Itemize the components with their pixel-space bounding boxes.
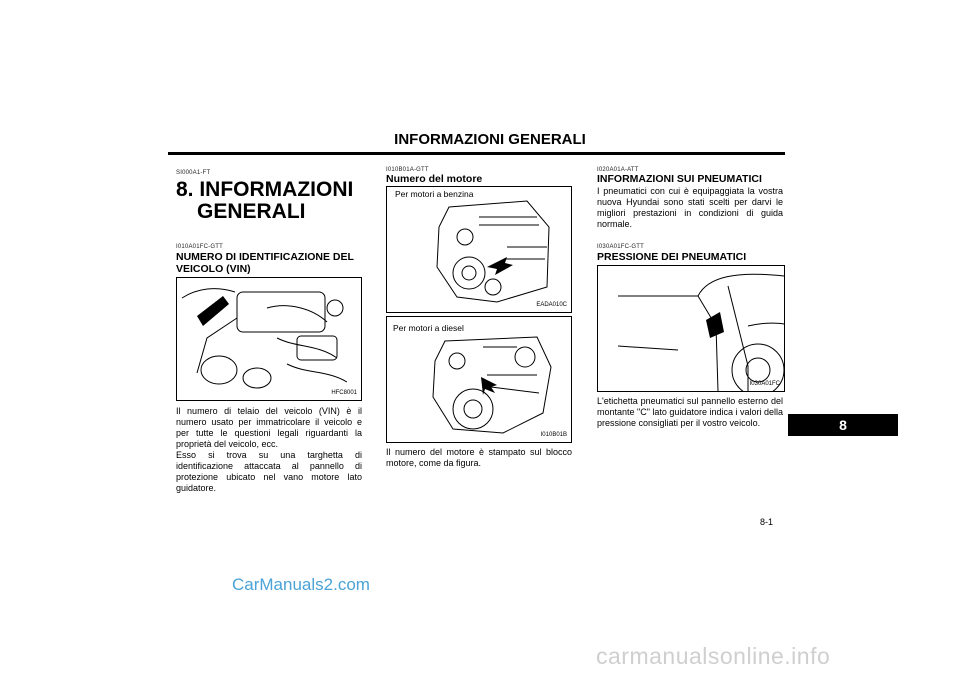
engine-bay-illustration (177, 278, 361, 400)
doc-code: I010A01FC-GTT (176, 244, 223, 250)
section-title-tire-pressure: PRESSIONE DEI PNEUMATICI (597, 251, 747, 263)
doc-code: SI000A1-FT (176, 170, 211, 176)
diesel-engine-illustration (387, 317, 571, 442)
header-divider (168, 152, 785, 155)
chapter-tab: 8 (788, 414, 898, 436)
vin-figure (176, 277, 362, 401)
figure-caption: Per motori a benzina (395, 189, 474, 199)
figure-code: I010B01B (540, 432, 567, 438)
diesel-engine-figure (386, 316, 572, 443)
section-title-engine-number: Numero del motore (386, 173, 483, 185)
vin-paragraph-1: Il numero di telaio del veicolo (VIN) è il numero usato per immatricolare il veicolo e per tutte le questioni legali riguardanti la proprietà del veicolo, ecc. (176, 406, 362, 449)
tire-pressure-figure (597, 265, 785, 392)
doc-code: I030A01FC-GTT (597, 244, 644, 250)
figure-code: HFC8001 (331, 390, 357, 396)
watermark-carmanuals2[interactable]: CarManuals2.com (232, 575, 370, 594)
chapter-title-line2: GENERALI (197, 200, 306, 223)
doc-code: I020A01A-ATT (597, 167, 639, 173)
page-header-title: INFORMAZIONI GENERALI (394, 131, 586, 148)
page-number: 8-1 (760, 517, 774, 527)
door-pillar-illustration (598, 266, 784, 391)
tire-pressure-paragraph: L'etichetta pneumatici sul pannello esterno del montante "C" lato guidatore indica i valori della pressione consigliati per il vostro veicolo. (597, 396, 783, 428)
vin-paragraph-2: Esso si trova su una targhetta di identificazione attaccata al pannello di protezione ubicato nel vano motore lato guidatore. (176, 450, 362, 493)
doc-code: I010B01A-GTT (386, 167, 429, 173)
figure-code: I030A01FC (749, 381, 780, 387)
figure-caption: Per motori a diesel (393, 323, 464, 333)
figure-code: EADA010C (536, 302, 567, 308)
engine-number-paragraph: Il numero del motore è stampato sul blocco motore, come da figura. (386, 447, 572, 468)
chapter-title-line1: 8. INFORMAZIONI (176, 178, 354, 201)
section-title-vin: NUMERO DI IDENTIFICAZIONE DEL VEICOLO (VIN) (176, 251, 354, 275)
tire-info-paragraph: I pneumatici con cui è equipaggiata la vostra nuova Hyundai sono stati scelti per darvi le migliori prestazioni in condizioni di guida normale. (597, 186, 783, 229)
petrol-engine-illustration (387, 187, 571, 312)
watermark-carmanualsonline[interactable]: carmanualsonline.info (596, 643, 831, 669)
petrol-engine-figure (386, 186, 572, 313)
section-title-tire-info: INFORMAZIONI SUI PNEUMATICI (597, 173, 762, 185)
